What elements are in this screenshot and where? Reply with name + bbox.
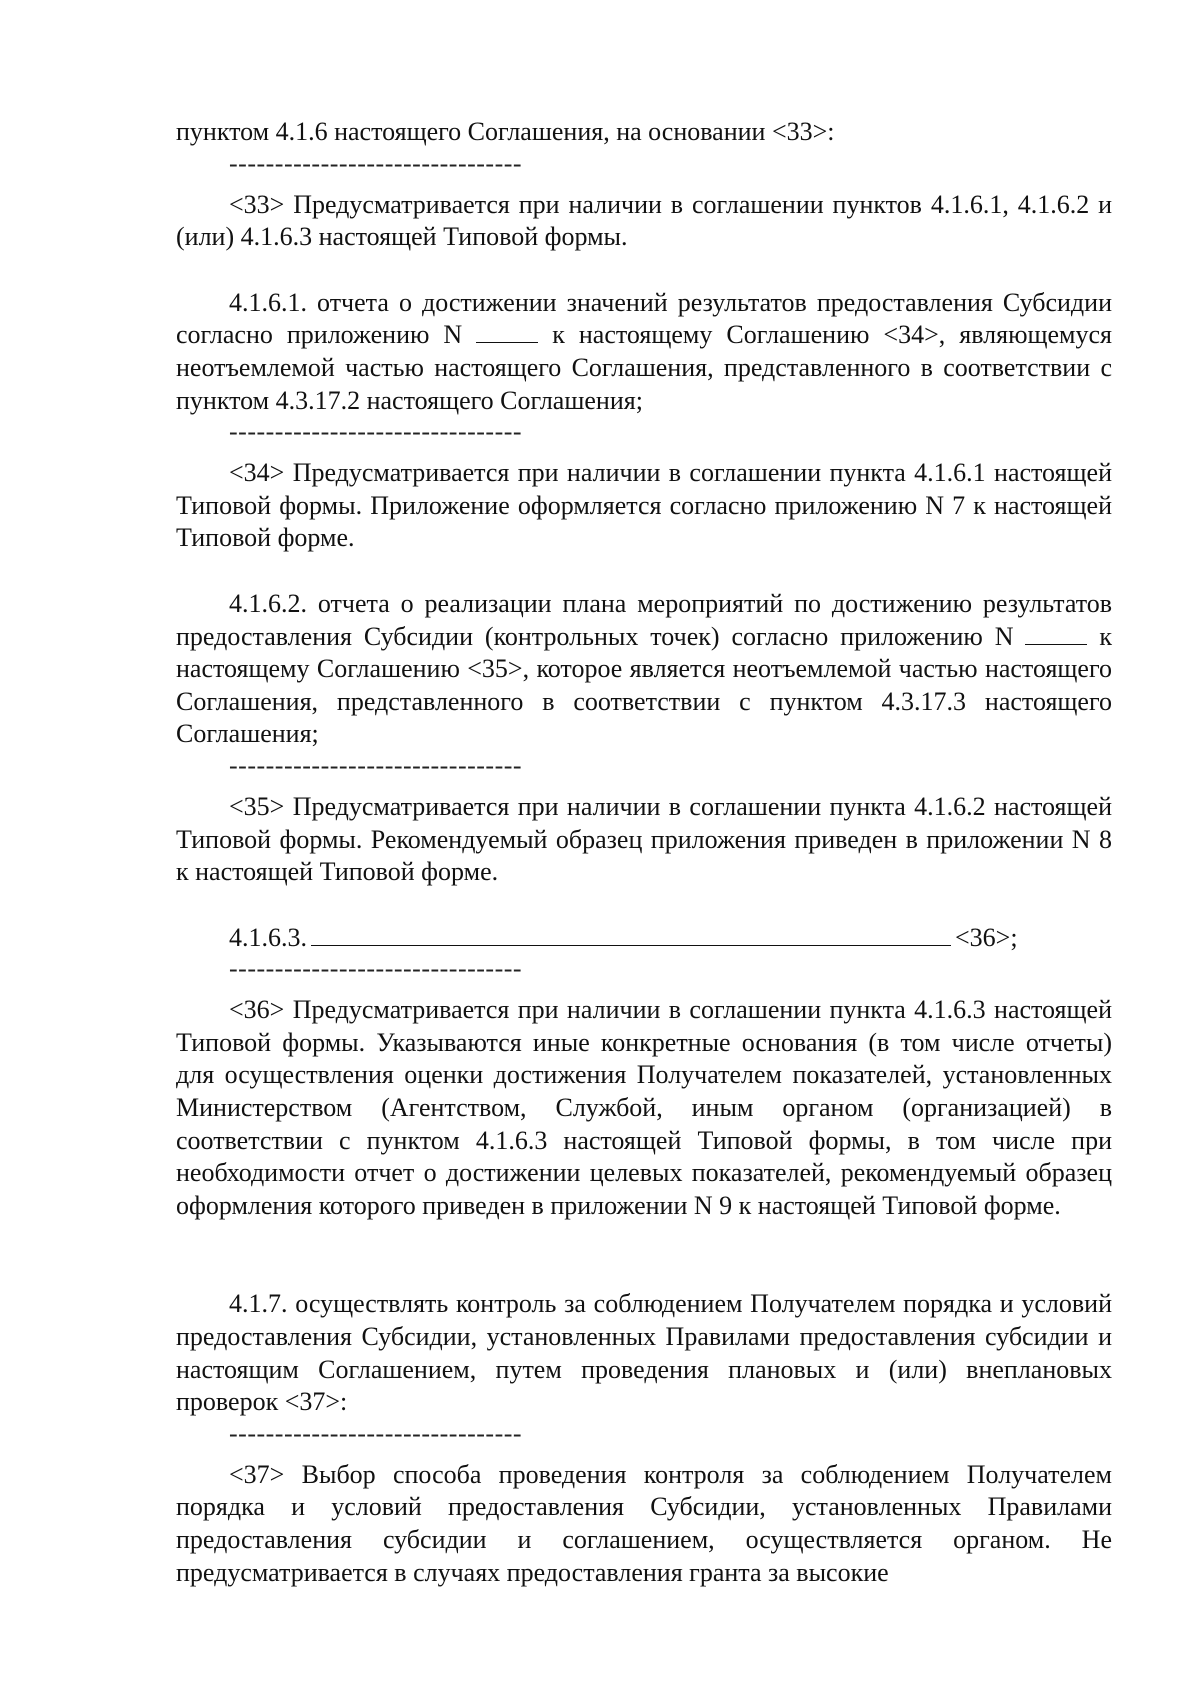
paragraph-4-1-6-3-number: 4.1.6.3. <box>229 922 307 952</box>
footnote-34: <34> Предусматривается при наличии в соглашении пункта 4.1.6.1 настоящей Типовой формы. Приложение оформляется согласно приложению N 7 к настоящей Типовой форме. <box>176 458 1112 553</box>
paragraph-4-1-6-3 <box>176 922 1112 955</box>
paragraph-4-1-6-2-part-a: 4.1.6.2. отчета о реализации плана мероприятий по достижению результатов предоставления Субсидии (контрольных точек) согласно приложению N <box>176 588 1112 651</box>
paragraph-4-1-6-1-part-b: к настоящему Соглашению <34>, являющемуся неотъемлемой частью настоящего Соглашения, представленного в соответствии с пунктом 4.3.17.2 настоящего Соглашения; <box>176 320 1113 415</box>
paragraph-4-1-6-2-part-b: к настоящему Соглашению <35>, которое является неотъемлемой частью настоящего Соглашения, представленного в соответствии с пунктом 4.3.17.3 настоящего Соглашения; <box>176 621 1113 749</box>
paragraph-intro: пунктом 4.1.6 настоящего Соглашения, на основании <33>: <box>176 117 835 146</box>
footnote-separator: -------------------------------- <box>229 954 523 984</box>
footnote-35: <35> Предусматривается при наличии в соглашении пункта 4.1.6.2 настоящей Типовой формы. Рекомендуемый образец приложения приведен в приложении N 8 к настоящей Типовой форме. <box>176 791 1112 887</box>
paragraph-4-1-6-3-footnote-ref: <36>; <box>955 922 1018 952</box>
footnote-separator: -------------------------------- <box>229 750 523 780</box>
paragraph-4-1-6-2 <box>176 588 1112 751</box>
footnote-37: <37> Выбор способа проведения контроля за соблюдением Получателем порядка и условий предоставления Субсидии, установленных Правилами предоставления субсидии и соглашением, осуществляется органом. Не предусматривается в случаях предоставления гранта за высокие <box>176 1459 1112 1587</box>
blank-appendix-number <box>476 341 538 343</box>
blank-other-basis <box>311 944 951 946</box>
document-page <box>176 116 1112 1589</box>
paragraph-4-1-6-1 <box>176 287 1112 417</box>
blank-appendix-number <box>1025 643 1087 645</box>
footnote-separator: -------------------------------- <box>229 1418 523 1448</box>
paragraph-4-1-7: 4.1.7. осуществлять контроль за соблюдением Получателем порядка и условий предоставления Субсидии, установленных Правилами предоставления субсидии и настоящим Соглашением, путем проведения плановых и (или) внеплановых проверок <37>: <box>176 1289 1112 1417</box>
footnote-separator: -------------------------------- <box>229 417 523 447</box>
paragraph-4-1-6-1-part-a: 4.1.6.1. отчета о достижении значений результатов предоставления Субсидии согласно приложению N <box>176 287 1112 350</box>
footnote-33: <33> Предусматривается при наличии в соглашении пунктов 4.1.6.1, 4.1.6.2 и (или) 4.1.6.3 настоящей Типовой формы. <box>176 189 1112 252</box>
footnote-36: <36> Предусматривается при наличии в соглашении пункта 4.1.6.3 настоящей Типовой формы. Указываются иные конкретные основания (в том числе отчеты) для осуществления оценки достижения Получателем показателей, установленных Министерством (Агентством, Службой, иным органом (организацией) в соответствии с пунктом 4.1.6.3 настоящей Типовой формы, в том числе при необходимости отчет о достижении целевых показателей, рекомендуемый образец оформления которого приведен в приложении N 9 к настоящей Типовой форме. <box>176 995 1112 1220</box>
footnote-separator: -------------------------------- <box>229 148 523 178</box>
